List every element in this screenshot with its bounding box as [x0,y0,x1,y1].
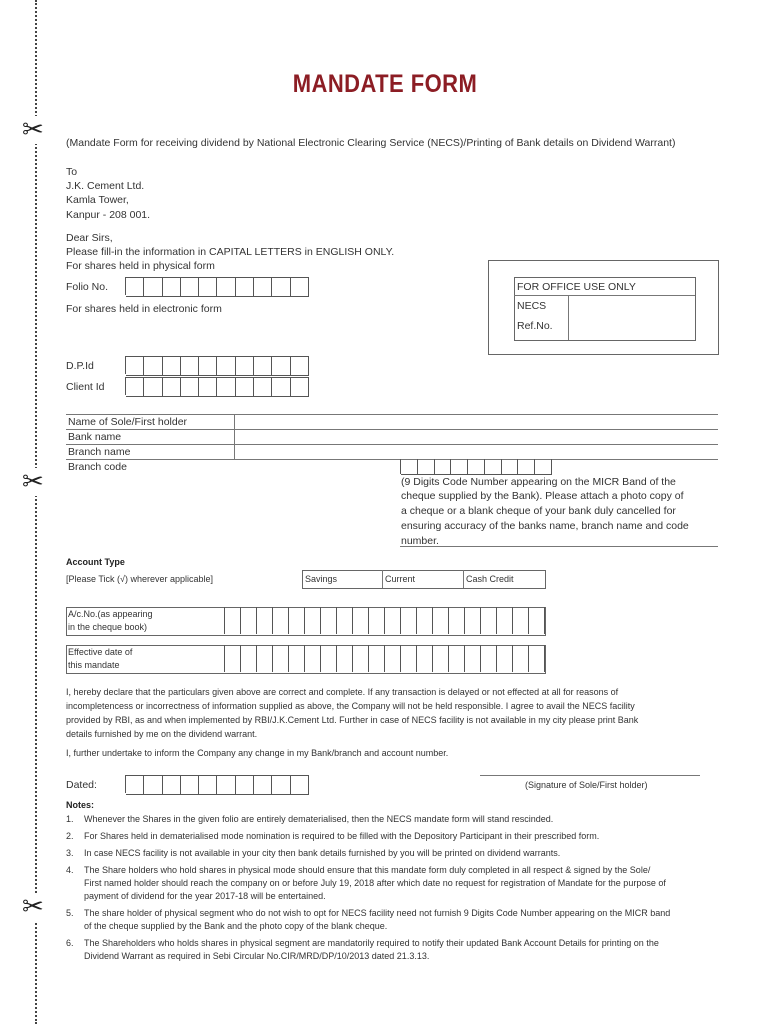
declaration-line: details furnished by me on the dividend warrant. [66,729,258,739]
note-number: 5. [66,908,74,918]
account-type-heading: Account Type [66,557,125,567]
effective-date-label: this mandate [68,660,120,670]
dated-input[interactable] [125,775,309,793]
scissors-icon: ✂ [22,467,44,497]
micr-note-line: (9 Digits Code Number appearing on the MICR Band of the [401,476,676,488]
effective-date-label: Effective date of [68,647,133,657]
note-text: For Shares held in dematerialised mode nomination is required to be filled with the Depository Participant in their prescribed form. [84,831,600,841]
note-number: 4. [66,865,74,875]
bank-name-label: Bank name [68,431,122,443]
ac-no-input[interactable] [224,607,545,634]
necs-label: NECS [517,300,547,312]
declaration-line: incompletencess or incorrectness of information supplied as above, the Company will not be held responsible. I agree to avail the NECS facility [66,701,635,711]
address-line: To [66,166,78,178]
client-id-label: Client Id [66,381,105,393]
note-text: payment of dividend for the year 2017-18 will be entertained. [84,891,326,901]
note-text: Whenever the Shares in the given folio are entirely dematerialised, then the NECS mandate form will stand rescinded. [84,814,554,824]
holder-name-label: Name of Sole/First holder [68,416,188,428]
client-id-input[interactable] [125,377,309,395]
address-line: Kamla Tower, [66,194,129,206]
cut-line [35,0,37,1024]
address-line: J.K. Cement Ltd. [66,180,145,192]
note-text: of the cheque supplied by the Bank and the photo copy of the blank cheque. [84,921,388,931]
salutation: Dear Sirs, [66,232,113,244]
note-number: 3. [66,848,74,858]
holder-name-input[interactable] [236,415,718,429]
undertaking: I, further undertake to inform the Company any change in my Bank/branch and account number. [66,748,449,758]
note-text: The Shareholders who holds shares in physical segment are mandatorily required to notify their updated Bank Account Details for printing on the [84,938,659,948]
physical-form-label: For shares held in physical form [66,260,215,272]
address-line: Kanpur - 208 001. [66,209,151,221]
note-text: The Share holders who hold shares in physical mode should ensure that this mandate form duly completed in all respect & signed by the Sole/ [84,865,651,875]
branch-name-label: Branch name [68,446,131,458]
option-cash-credit[interactable]: Cash Credit [466,574,514,584]
note-text: Dividend Warrant as required in Sebi Circular No.CIR/MRD/DP/10/2013 dated 21.3.13. [84,951,430,961]
branch-code-label: Branch code [68,461,127,473]
declaration-line: provided by RBI, as and when implemented by RBI/J.K.Cement Ltd. Further in case of NECS facility is not available in my city please print Bank [66,715,639,725]
scissors-icon: ✂ [22,892,44,922]
dp-id-label: D.P.Id [66,360,94,372]
ac-no-label: A/c.No.(as appearing [68,609,153,619]
ref-no-label: Ref.No. [517,320,553,332]
office-use-title: FOR OFFICE USE ONLY [517,281,636,293]
micr-note-line: ensuring accuracy of the banks name, branch name and code [401,520,689,532]
scissors-icon: ✂ [22,115,44,145]
form-subtitle: (Mandate Form for receiving dividend by National Electronic Clearing Service (NECS)/Printing of Bank details on Dividend Warrant) [66,137,676,149]
folio-input[interactable] [125,277,309,295]
note-number: 6. [66,938,74,948]
effective-date-input[interactable] [224,645,545,672]
micr-note-line: a cheque or a blank cheque of your bank duly cancelled for [401,505,676,517]
note-text: The share holder of physical segment who do not wish to opt for NECS facility need not furnish 9 Digits Code Number appearing on the MICR band [84,908,671,918]
electronic-form-label: For shares held in electronic form [66,303,222,315]
note-text: In case NECS facility is not available in your city then bank details furnished by you will be printed on dividend warrants. [84,848,561,858]
declaration-line: I, hereby declare that the particulars given above are correct and complete. If any transaction is delayed or not effected at all for reasons of [66,687,619,697]
bank-name-input[interactable] [236,430,718,444]
branch-name-input[interactable] [236,445,718,459]
account-type-hint: [Please Tick (√) wherever applicable] [66,574,214,584]
note-number: 1. [66,814,74,824]
signature-line[interactable] [480,775,700,776]
signature-label: (Signature of Sole/First holder) [525,780,648,790]
note-number: 2. [66,831,74,841]
note-text: First named holder should reach the company on or before July 19, 2018 after which date no request for registration of Mandate for the purpose of [84,878,666,888]
instruction: Please fill-in the information in CAPITAL LETTERS in ENGLISH ONLY. [66,246,395,258]
page-title: MANDATE FORM [292,70,478,98]
option-savings[interactable]: Savings [305,574,338,584]
dated-label: Dated: [66,779,97,791]
option-current[interactable]: Current [385,574,416,584]
ac-no-label: in the cheque book) [68,622,148,632]
branch-code-input[interactable] [400,459,552,474]
micr-note-line: number. [401,535,439,547]
notes-heading: Notes: [66,800,95,810]
micr-note-line: cheque supplied by the Bank). Please attach a photo copy of [401,490,684,502]
dp-id-input[interactable] [125,356,309,374]
folio-label: Folio No. [66,281,109,293]
